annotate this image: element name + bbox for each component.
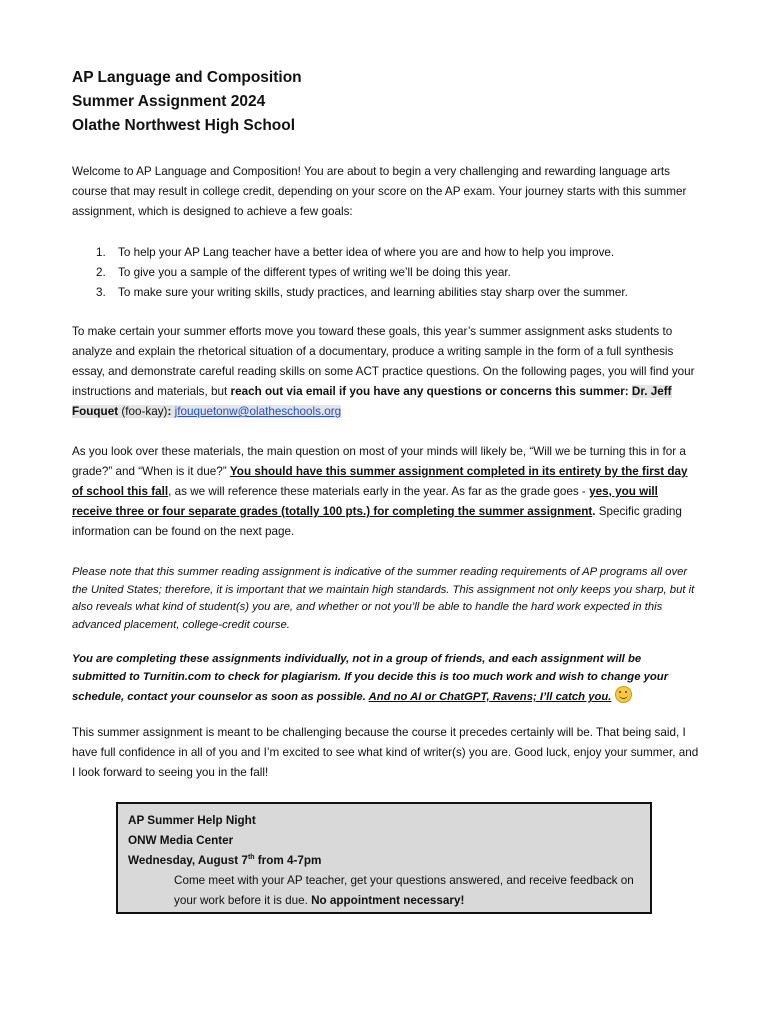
list-text: To help your AP Lang teacher have a better idea of where you are and how to help you improve.	[118, 246, 615, 259]
help-night-date	[128, 851, 640, 871]
date-suffix: th	[247, 854, 255, 862]
individual-paragraph	[72, 651, 697, 707]
closing-paragraph: This summer assignment is meant to be challenging because the course it precedes certainly will be. That being said, I have full confidence in all of you and I’m excited to see what kind of writer(s) you are. Good luck, enjoy your summer, and I look forward to seeing you in the fall!	[72, 726, 699, 779]
title-block	[72, 66, 302, 138]
description-text: Come meet with your AP teacher, get your questions answered, and receive feedback on your work before it is due.	[174, 874, 634, 907]
individual-text: You are completing these assignments individually, not in a group of friends, and each assignment will be submitted to Turnitin.com to check for plagiarism. If you decide this is too much work and wish to change your schedule, contact your counselor as soon as possible.	[72, 653, 669, 703]
goals-list	[96, 243, 716, 303]
assignment-title: Summer Assignment 2024	[72, 93, 266, 110]
school-name: Olathe Northwest High School	[72, 117, 296, 134]
list-number: 2.	[96, 266, 106, 279]
due-date-statement: You should have this summer assignment completed in its entirety by the first day of school this fall	[72, 465, 688, 498]
date-text: Wednesday, August 7	[128, 854, 248, 867]
no-ai-statement: And no AI or ChatGPT, Ravens; I’ll catch you.	[368, 691, 612, 703]
no-appointment-note: No appointment necessary!	[311, 894, 465, 907]
colon: :	[167, 405, 175, 418]
grade-text-2: , as we will reference these materials early in the year. As far as the grade goes -	[168, 485, 590, 498]
course-title: AP Language and Composition	[72, 69, 302, 86]
list-text: To make sure your writing skills, study practices, and learning abilities stay sharp over the summer.	[118, 286, 628, 299]
grades-statement: yes, you will receive three or four separate grades (totally 100 pts.) for completing the summer assignment	[72, 485, 658, 518]
teacher-name: Dr. Jeff Fouquet	[72, 385, 672, 418]
grade-text: As you look over these materials, the main question on most of your minds will likely be, “Will we be turning this in for a grade?” and “When is it due?”	[72, 445, 686, 478]
list-text: To give you a sample of the different types of writing we’ll be doing this year.	[118, 266, 511, 279]
list-item	[96, 283, 716, 303]
grade-paragraph	[72, 442, 700, 542]
note-paragraph: Please note that this summer reading assignment is indicative of the summer reading requirements of AP programs all over the United States; therefore, it is important that we maintain high standards. This assignment not only keeps you sharp, but it also reveals what kind of student(s) you are, and whether or not you’ll be able to handle the hard work expected in this advanced placement, college-credit course.	[72, 566, 695, 631]
list-item	[96, 243, 716, 263]
time-text: from 4-7pm	[254, 854, 322, 867]
list-item	[96, 263, 716, 283]
efforts-paragraph	[72, 322, 700, 422]
grade-text-3: Specific grading information can be found on the next page.	[72, 505, 682, 538]
period: .	[592, 505, 596, 518]
teacher-pronunciation: (foo-kay)	[118, 405, 168, 418]
help-night-box	[116, 802, 652, 914]
teacher-email-link[interactable]: jfouquetonw@olatheschools.org	[174, 405, 342, 418]
smiling-face-icon	[615, 686, 632, 703]
list-number: 1.	[96, 246, 106, 259]
contact-instruction: reach out via email if you have any questions or concerns this summer:	[230, 385, 629, 398]
help-night-location: ONW Media Center	[128, 834, 234, 847]
list-number: 3.	[96, 286, 106, 299]
efforts-text: To make certain your summer efforts move you toward these goals, this year’s summer assignment asks students to analyze and explain the rhetorical situation of a documentary, produce a writing sample in the form of a full synthesis essay, and demonstrate careful reading skills on some ACT practice questions. On the following pages, you will find your instructions and materials, but	[72, 325, 695, 398]
help-night-description	[128, 871, 640, 911]
help-night-title: AP Summer Help Night	[128, 814, 256, 827]
intro-paragraph: Welcome to AP Language and Composition! You are about to begin a very challenging and rewarding language arts course that may result in college credit, depending on your score on the AP exam. Your journey starts with this summer assignment, which is designed to achieve a few goals:	[72, 165, 687, 218]
